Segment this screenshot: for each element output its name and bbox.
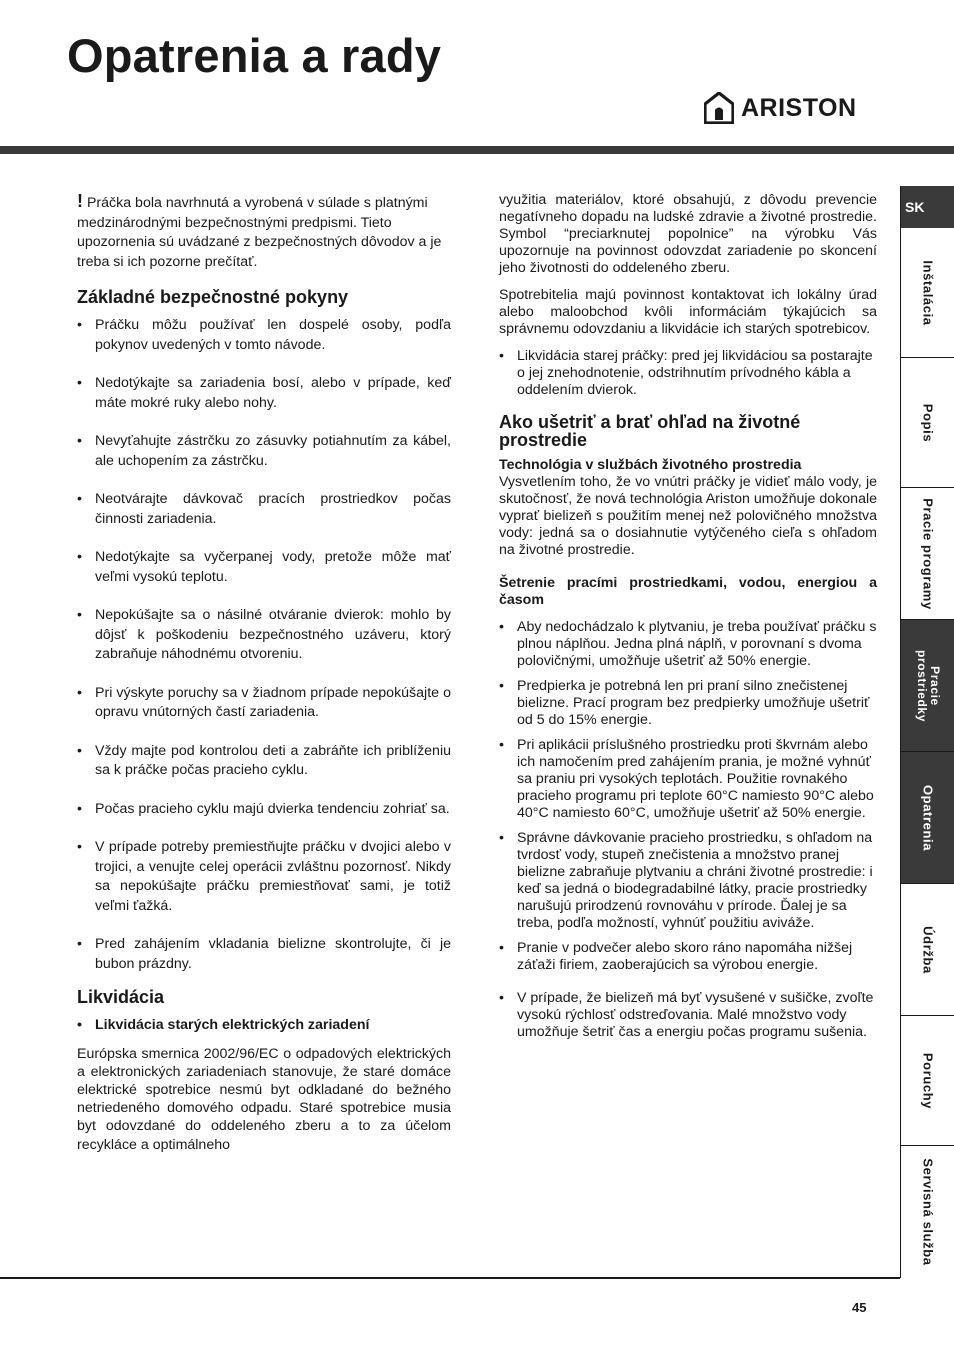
tech-text: Vysvetlením toho, že vo vnútri práčky je vidieť málo vody, je skutočnosť, že nová technológia Ariston umožňuje dokonale vyprať bielizeň s použitím menej než polovičného množstva vody: jedná sa o dosiahnutie vytýčeného cieľa s ohľadom na životné prostredie. (499, 474, 877, 558)
safety-item: • Nedotýkajte sa zariadenia bosí, alebo v prípade, keď máte mokré ruky alebo nohy. (77, 374, 451, 413)
eco-heading: Ako ušetriť a brať ohľad na životné prostredie (499, 412, 801, 450)
tab-label: Inštalácia (920, 259, 935, 326)
tab-pracie-prostriedky[interactable] (900, 620, 954, 752)
column-right (499, 192, 877, 1049)
tab-label: Opatrenia (920, 784, 935, 851)
footer-divider (0, 1277, 900, 1279)
tab-instalacia[interactable] (900, 228, 954, 358)
tab-label: Servisná služba (920, 1158, 935, 1266)
page-title: Opatrenia a rady (67, 29, 442, 82)
brand-name: ARISTON (741, 93, 857, 122)
safety-item: • Nepokúšajte sa o násilné otváranie dvierok: mohlo by dôjsť k poškodeniu bezpečnostného uzáveru, ktorý zabraňuje náhodnému otvoreniu. (77, 606, 451, 665)
tab-label: Poruchy (920, 1052, 935, 1109)
section-sidebar (900, 186, 954, 1278)
safety-list (77, 316, 451, 974)
disposal-continuation: využitia materiálov, ktoré obsahujú, z dôvodu prevencie negatívneho dopadu na ludské zdravie a životné prostredie. Symbol “preciarknutej popolnice” na výrobku Vás upozornuje na povinnost odovzdat zariadenie po skoncení jeho životnosti do oddeleného zberu. (499, 192, 877, 276)
disposal-subheading: • Likvidácia starých elektrických zariadení (77, 1016, 451, 1036)
tab-label: Popis (920, 403, 935, 442)
old-washer-item: • Likvidácia starej práčky: pred jej likvidáciou sa postarajte o jej znehodnotenie, odstrihnutím prívodného kábla a oddelením dvierok. (499, 348, 877, 399)
disposal-text: Európska smernica 2002/96/EC o odpadových elektrických a elektronických zariadeniach stanovuje, že staré domáce elektrické spotrebice nesmú byt odkladané do bežného netriedeného domového odpadu. Staré spotrebice musia byt odovzdané do oddeleného zberu a to za účelom recykláce a optimálneho (77, 1045, 451, 1153)
tab-popis[interactable] (900, 358, 954, 488)
column-left (77, 192, 451, 1164)
brand-logo (704, 92, 857, 124)
saving-item: • Aby nedochádzalo k plytvaniu, je treba používať práčku s plnou náplňou. Jedna plná náplň, v porovnaní s dvoma polovičnými, umožňuje ušetriť až 50% energie. (499, 619, 877, 670)
tab-label: Pracie programy (920, 497, 935, 610)
safety-item: • Pred zahájením vkladania bielizne skontrolujte, či je bubon prázdny. (77, 935, 451, 974)
safety-item: • Nevyťahujte zástrčku zo zásuvky potiahnutím za kábel, ale uchopením za zástrčku. (77, 432, 451, 471)
intro-text: Práčka bola navrhnutá a vyrobená v súlade s platnými medzinárodnými bezpečnostnými predpismi. Tieto upozornenia sú uvádzané z bezpečnostných dôvodov a je treba si ich pozorne prečítať. (77, 195, 442, 270)
tab-pracie-programy[interactable] (900, 488, 954, 620)
lang-label: SK (905, 199, 925, 215)
disposal-heading: Likvidácia (77, 987, 165, 1007)
tab-opatrenia[interactable] (900, 752, 954, 884)
old-washer-list (499, 348, 877, 399)
saving-heading: Šetrenie pracími prostriedkami, vodou, energiou a časom (499, 575, 877, 608)
lang-tab-sk[interactable] (900, 186, 954, 228)
saving-item: • Správne dávkovanie pracieho prostriedku, s ohľadom na tvrdosť vody, stupeň znečistenia a množstvo pranej bielizne zabraňuje plytvaniu a chráni životné prostredie: i keď sa jedná o biodegradabilné látky, pracie prostriedky narušujú prirodzenú rovnováhu v prírode. Ďalej je sa treba, podľa možností, vyhnúť použitiu aviváže. (499, 830, 877, 932)
saving-item: • V prípade, že bielizeň má byť vysušené v sušičke, zvoľte vysokú rýchlosť odstreďovania. Malé množstvo vody umožňuje šetriť čas a energiu počas programu sušenia. (499, 990, 877, 1041)
tab-udrzba[interactable] (900, 884, 954, 1016)
tech-heading: Technológia v službách životného prostredia (499, 457, 802, 473)
page-number: 45 (852, 1300, 867, 1315)
safety-item: • Práčku môžu používať len dospelé osoby, podľa pokynov uvedených v tomto návode. (77, 316, 451, 355)
saving-item: • Predpierka je potrebná len pri praní silno znečistenej bielizne. Prací program bez predpierky umožňuje ušetriť od 5 do 15% energie. (499, 678, 877, 729)
tab-label: Pracie prostriedky (914, 649, 942, 722)
warning-mark: ! (77, 191, 83, 211)
safety-item: • Neotvárajte dávkovač pracích prostriedkov počas činnosti zariadenia. (77, 490, 451, 529)
safety-item: • Vždy majte pod kontrolou deti a zabráňte ich priblíženiu sa k práčke počas pracieho cyklu. (77, 742, 451, 781)
house-logo-icon (704, 92, 734, 124)
safety-heading: Základné bezpečnostné pokyny (77, 287, 349, 307)
consumer-duty-text: Spotrebitelia majú povinnost kontaktovat ich lokálny úrad alebo maloobchod kvôli informáciám týkajúcich sa správnemu odovzdaniu a likvidácie ich starých spotrebicov. (499, 287, 877, 337)
safety-item: • V prípade potreby premiestňujte práčku v dvojici alebo v trojici, a venujte celej operácii zvláštnu pozornosť. Nikdy sa nepokúšajte práčku premiestňovať sami, je totiž veľmi ťažká. (77, 838, 451, 916)
header-divider (0, 146, 954, 154)
tab-poruchy[interactable] (900, 1016, 954, 1146)
tab-label: Údržba (920, 925, 935, 974)
saving-item: • Pranie v podvečer alebo skoro ráno napomáha nižšej záťaži firiem, zaoberajúcich sa výrobou energie. (499, 940, 877, 974)
safety-item: • Počas pracieho cyklu majú dvierka tendenciu zohriať sa. (77, 800, 451, 820)
saving-item: • Pri aplikácii príslušného prostriedku proti škvrnám alebo ich namočením pred zahájením prania, je možné vyhnúť sa praniu pri vysokých teplotách. Použitie rovnakého pracieho programu pri teplote 60°C namiesto 90°C alebo 40°C namiesto 60°C, umožňuje ušetriť až 50% energie. (499, 737, 877, 822)
tab-servisna-sluzba[interactable] (900, 1146, 954, 1278)
safety-item: • Nedotýkajte sa vyčerpanej vody, pretože môže mať veľmi vysokú teplotu. (77, 548, 451, 587)
saving-list (499, 619, 877, 1041)
safety-item: • Pri výskyte poruchy sa v žiadnom prípade nepokúšajte o opravu vnútorných častí zariadenia. (77, 684, 451, 723)
intro-paragraph (77, 192, 451, 272)
